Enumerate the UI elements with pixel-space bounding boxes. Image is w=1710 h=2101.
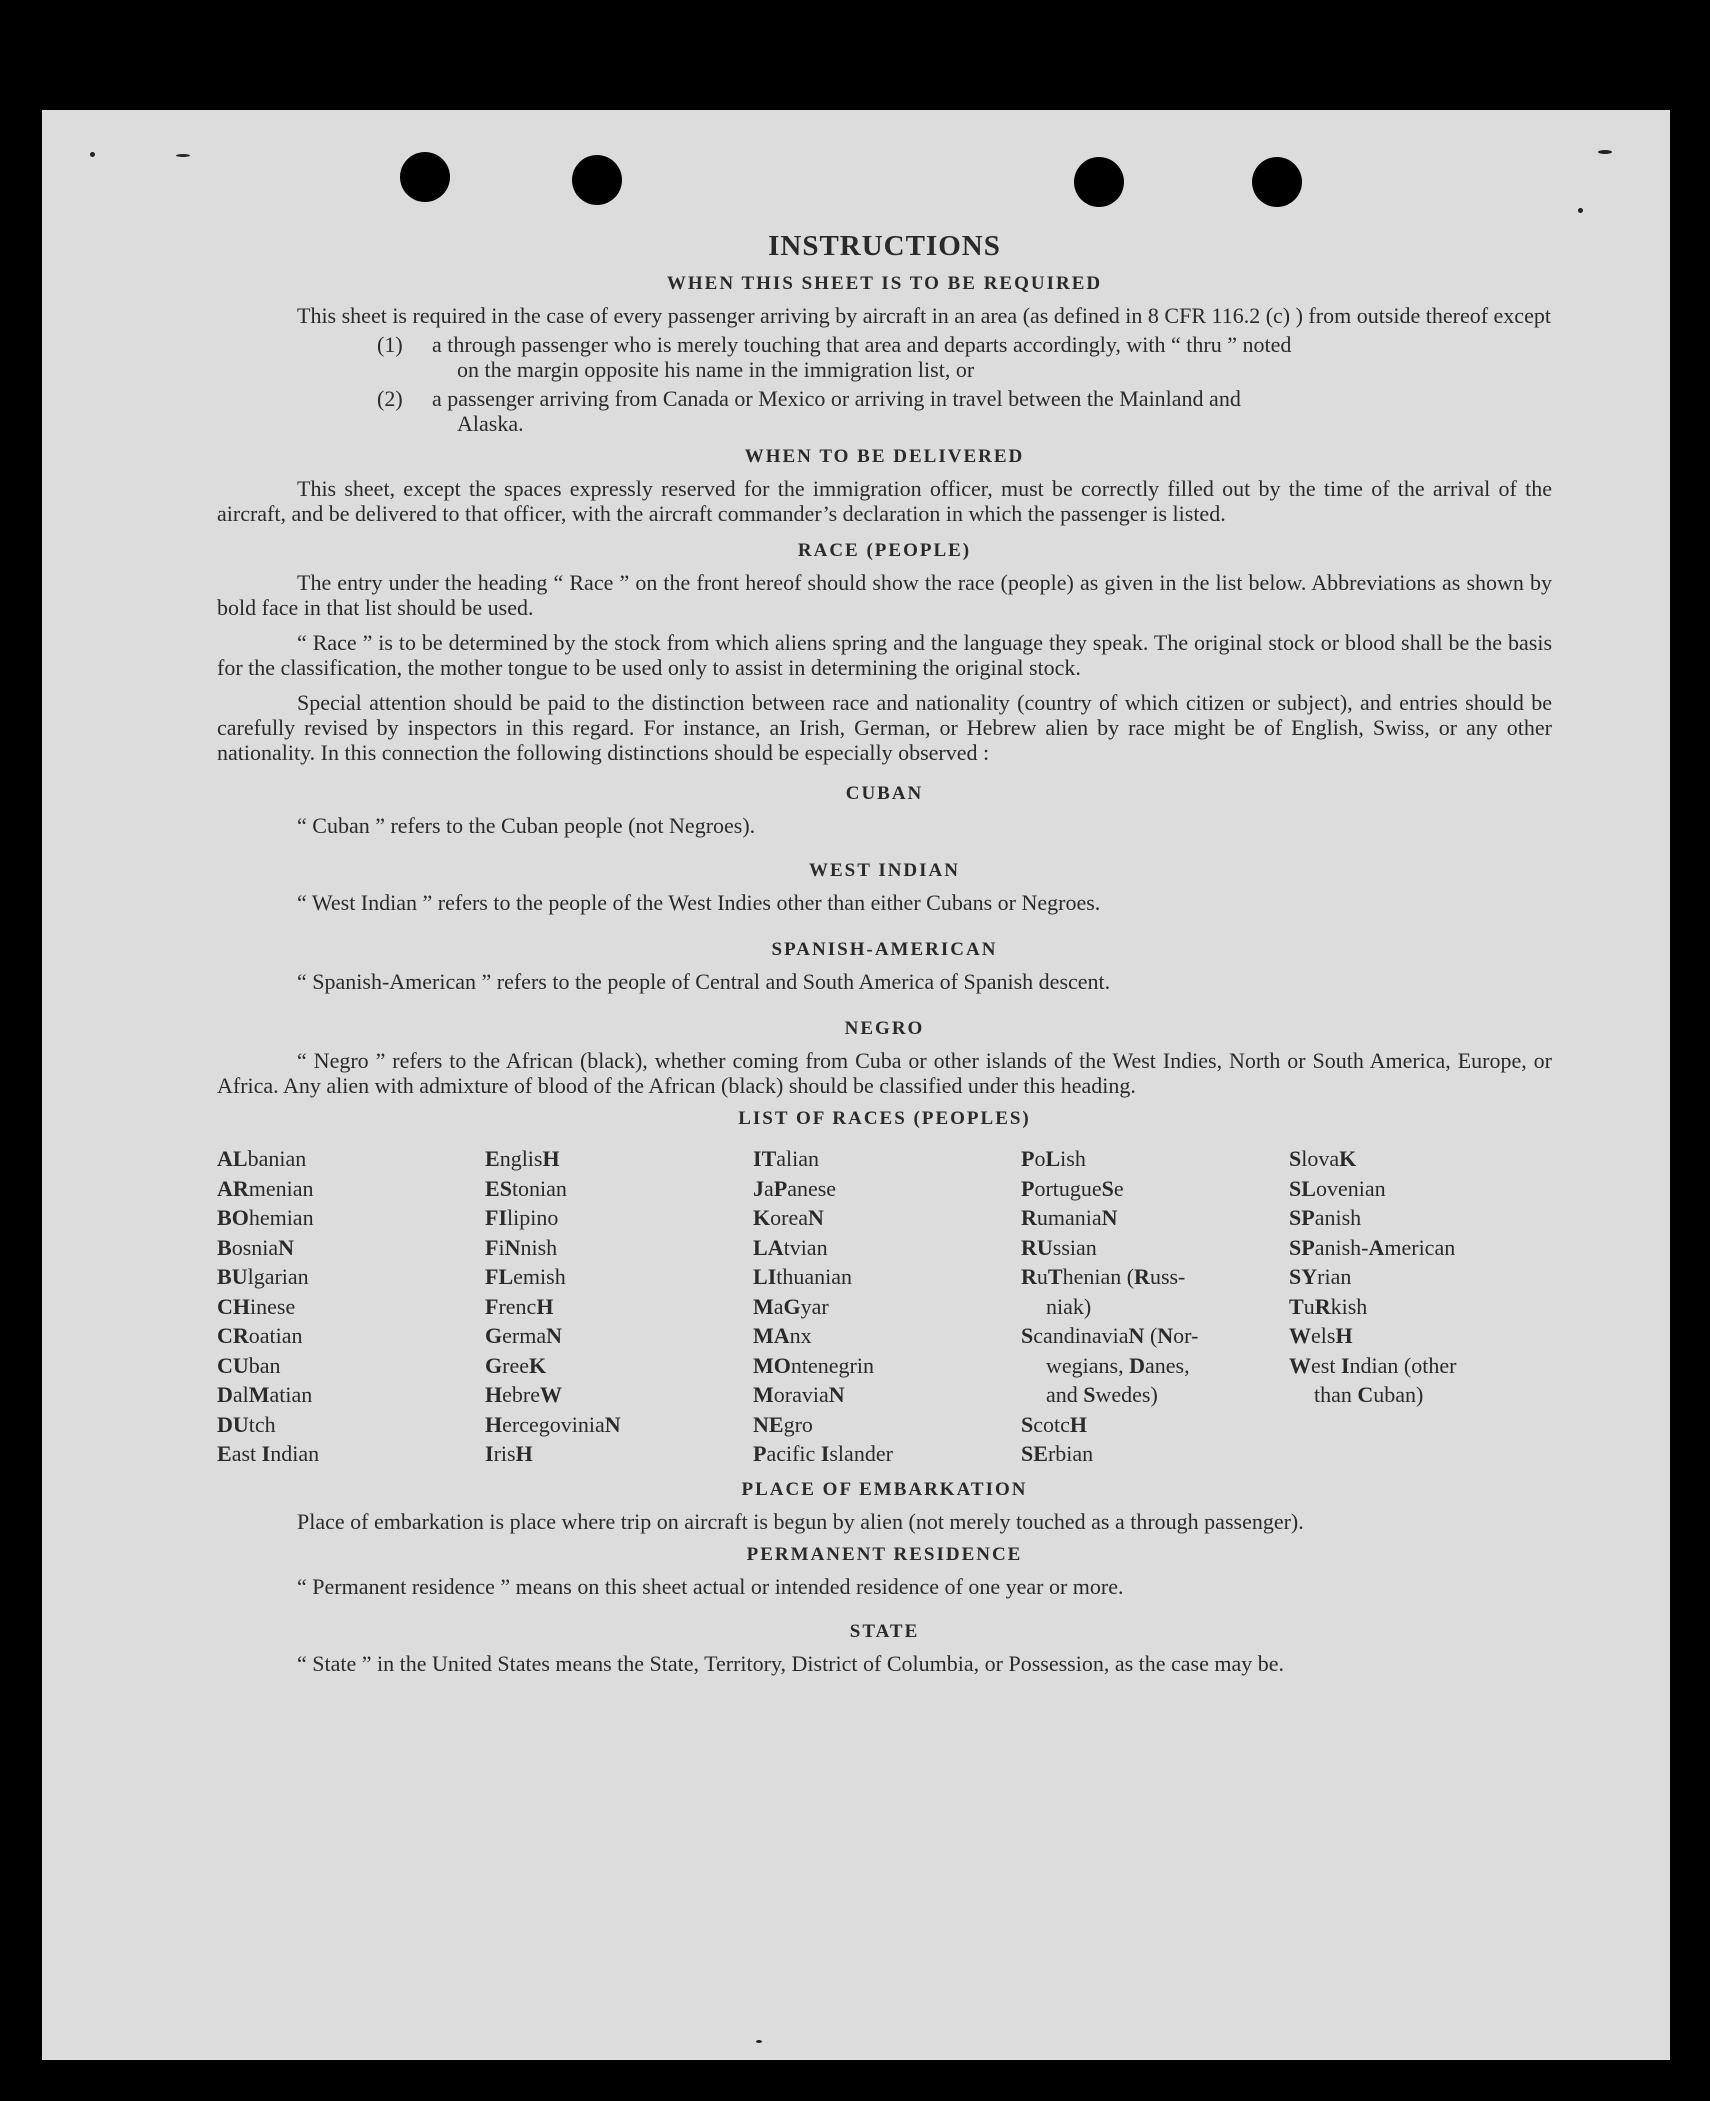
scan-speck [90, 152, 95, 157]
item-text: a passenger arriving from Canada or Mexico or arriving in travel between the Mainland and [432, 386, 1241, 411]
item-number: (1) [377, 332, 403, 357]
race-entry-cont: and Swedes) [1046, 1382, 1158, 1407]
race-entry: PoLish [1021, 1146, 1086, 1171]
punch-hole [572, 155, 622, 205]
race-entry: FLemish [485, 1264, 566, 1289]
race-column [217, 1144, 485, 1469]
punch-hole [1074, 157, 1124, 207]
races-list [217, 1144, 1552, 1469]
race-entry: FIlipino [485, 1205, 559, 1230]
instructions-content [217, 230, 1552, 1676]
race-paragraph-1: The entry under the heading “ Race ” on the front hereof should show the race (people) as given in the list below. Abbreviations as shown by bold face in that list should be used. [217, 570, 1552, 620]
cuban-text: “ Cuban ” refers to the Cuban people (not Negroes). [297, 813, 756, 838]
item-text-cont: Alaska. [457, 411, 524, 436]
race-entry: FrencH [485, 1293, 554, 1319]
race-entry: TuRkish [1289, 1293, 1368, 1319]
race-entry: SErbian [1021, 1441, 1094, 1466]
punch-hole [1252, 157, 1302, 207]
section-heading-delivered: WHEN TO BE DELIVERED [744, 446, 1025, 467]
exception-item-1 [217, 332, 1552, 382]
delivered-text: This sheet, except the spaces expressly reserved for the immigration officer, must be correctly filled out by the time of the arrival of the aircraft, and be delivered to that officer, with the aircraft commander’s declaration in which the passenger is listed. [217, 476, 1552, 526]
race-entry: CHinese [217, 1293, 296, 1319]
race-entry: PortugueSe [1021, 1175, 1124, 1201]
document-sheet [42, 110, 1670, 2060]
race-column [1021, 1144, 1289, 1469]
race-entry: EStonian [485, 1175, 567, 1201]
punch-hole [400, 152, 450, 202]
race-entry: KoreaN [753, 1205, 824, 1230]
race-entry: BosniaN [217, 1234, 295, 1260]
scan-speck [176, 154, 190, 157]
race-entry: ITalian [753, 1146, 820, 1171]
race-entry: ALbanian [217, 1146, 307, 1171]
race-entry: CRoatian [217, 1323, 303, 1348]
race-entry: EnglisH [485, 1146, 560, 1171]
race-entry: FiNnish [485, 1234, 558, 1260]
race-entry: HercegoviniaN [485, 1411, 621, 1437]
spanish-american-text: “ Spanish-American ” refers to the people of Central and South America of Spanish descent. [297, 969, 1111, 994]
race-entry: East Indian [217, 1441, 320, 1466]
race-entry: Pacific Islander [753, 1441, 893, 1466]
race-entry: RuThenian (Russ- [1021, 1264, 1186, 1289]
race-entry: IrisH [485, 1441, 533, 1466]
race-entry: West Indian (other [1289, 1352, 1457, 1378]
item-text-cont: on the margin opposite his name in the immigration list, or [457, 357, 975, 382]
race-entry-cont: wegians, Danes, [1046, 1352, 1190, 1378]
scan-speck [756, 2040, 762, 2043]
scan-speck [1598, 150, 1612, 154]
race-entry: DalMatian [217, 1382, 313, 1407]
race-entry: SPanish [1289, 1205, 1362, 1230]
race-column [485, 1144, 753, 1469]
race-entry: ScotcH [1021, 1411, 1088, 1437]
race-entry: MoraviaN [753, 1382, 845, 1407]
section-heading-embarkation: PLACE OF EMBARKATION [741, 1478, 1028, 1500]
section-heading-cuban: CUBAN [845, 783, 924, 804]
section-heading-residence: PERMANENT RESIDENCE [746, 1543, 1023, 1565]
race-entry: MOntenegrin [753, 1352, 874, 1378]
section-heading-required: WHEN THIS SHEET IS TO BE REQUIRED [666, 273, 1103, 294]
negro-text: “ Negro ” refers to the African (black), whether coming from Cuba or other islands of the West Indies, North or South America, Europe, or Africa. Any alien with admixture of blood of the African (black) should be classified under this heading. [217, 1048, 1552, 1098]
item-text: a through passenger who is merely touching that area and departs accordingly, with “ thru ” noted [432, 332, 1292, 357]
exception-item-2 [217, 386, 1552, 436]
race-entry: JaPanese [753, 1175, 837, 1201]
race-paragraph-3: Special attention should be paid to the distinction between race and nationality (country of which citizen or subject), and entries should be carefully revised by inspectors in this regard. For instance, an Irish, German, or Hebrew alien by race might be of English, Swiss, or any other nationality. In this connection the following distinctions should be especially observed : [217, 690, 1552, 765]
race-entry-cont: niak) [1046, 1293, 1092, 1319]
race-entry: WelsH [1289, 1323, 1353, 1348]
race-entry-cont: than Cuban) [1314, 1382, 1424, 1407]
race-entry: ScandinaviaN (Nor- [1021, 1323, 1199, 1348]
race-paragraph-2: “ Race ” is to be determined by the stock from which aliens spring and the language they speak. The original stock or blood shall be the basis for the classification, the mother tongue to be used only to assist in determining the original stock. [217, 630, 1552, 680]
race-entry: RumaniaN [1021, 1205, 1118, 1230]
embarkation-text: Place of embarkation is place where trip on aircraft is begun by alien (not merely touched as a through passenger). [297, 1508, 1304, 1534]
race-entry: ARmenian [217, 1175, 314, 1201]
race-entry: HebreW [485, 1382, 562, 1407]
race-entry: SlovaK [1289, 1146, 1357, 1171]
race-entry: SYrian [1289, 1264, 1352, 1289]
race-entry: GermaN [485, 1323, 562, 1348]
section-heading-race: RACE (PEOPLE) [797, 540, 972, 561]
race-entry: DUtch [217, 1411, 276, 1437]
race-entry: BOhemian [217, 1205, 314, 1230]
page-title: INSTRUCTIONS [768, 230, 1001, 262]
race-entry: SLovenian [1289, 1175, 1386, 1201]
section-heading-negro: NEGRO [844, 1018, 925, 1039]
race-entry: RUssian [1021, 1234, 1097, 1260]
item-number: (2) [377, 386, 403, 411]
race-entry: CUban [217, 1352, 281, 1378]
section-heading-west-indian: WEST INDIAN [809, 860, 960, 881]
race-entry: SPanish-American [1289, 1234, 1456, 1260]
race-entry: BUlgarian [217, 1264, 309, 1289]
race-column [1289, 1144, 1557, 1469]
race-entry: LAtvian [753, 1234, 828, 1260]
list-of-races-heading: LIST OF RACES (PEOPLES) [738, 1108, 1031, 1129]
race-entry: GreeK [485, 1352, 547, 1378]
section-heading-spanish-american: SPANISH-AMERICAN [771, 939, 998, 960]
section-heading-state: STATE [849, 1620, 920, 1642]
required-intro: This sheet is required in the case of every passenger arriving by aircraft in an area (as defined in 8 CFR 116.2 (c) ) from outside thereof except [297, 303, 1551, 328]
scan-speck [1578, 208, 1583, 213]
residence-text: “ Permanent residence ” means on this sheet actual or intended residence of one year or more. [297, 1573, 1124, 1599]
state-text: “ State ” in the United States means the State, Territory, District of Columbia, or Possession, as the case may be. [297, 1650, 1285, 1676]
race-entry: MaGyar [753, 1293, 829, 1319]
race-entry: MAnx [753, 1323, 812, 1348]
race-column [753, 1144, 1021, 1469]
race-entry: LIthuanian [753, 1264, 853, 1289]
race-entry: NEgro [753, 1411, 813, 1437]
west-indian-text: “ West Indian ” refers to the people of the West Indies other than either Cubans or Negroes. [297, 890, 1101, 915]
